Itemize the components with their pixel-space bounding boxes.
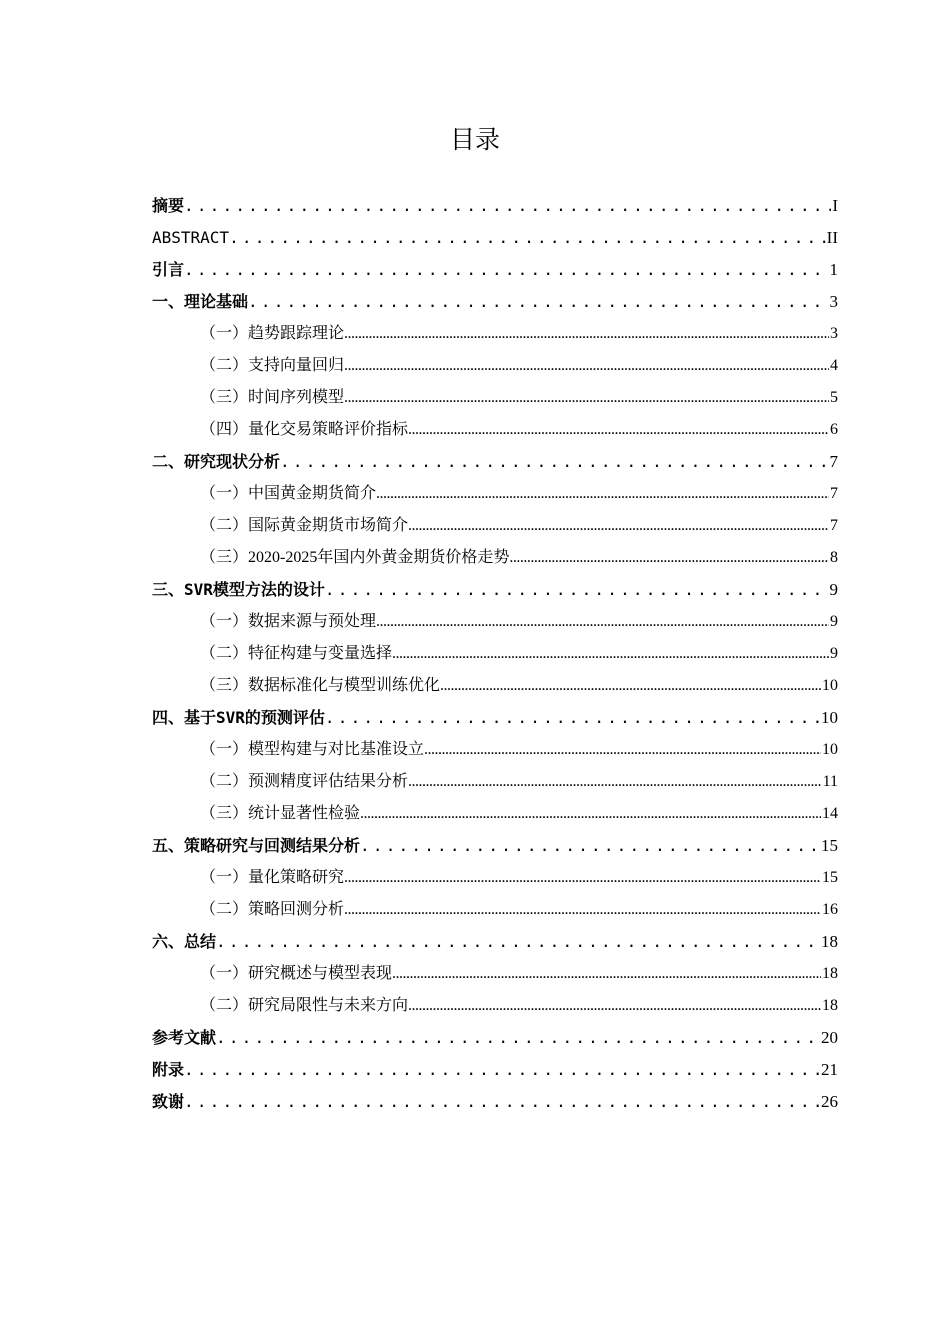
toc-subentry[interactable] — [152, 542, 838, 574]
toc-entry-number: 一、 — [152, 292, 185, 311]
toc-page-number: 18 — [822, 965, 838, 982]
dot-leader — [325, 702, 820, 734]
toc-page-number: 9 — [829, 580, 838, 599]
toc-page-number: 11 — [822, 773, 838, 790]
toc-subentry[interactable] — [152, 862, 838, 894]
toc-page-number: I — [832, 196, 838, 215]
toc-page-number: 9 — [830, 613, 838, 630]
toc-page-number: 7 — [829, 452, 838, 471]
toc-page-number: 26 — [821, 1092, 838, 1111]
toc-entry-number: （二） — [200, 997, 249, 1014]
dot-leader — [440, 670, 821, 702]
toc-entry-number: （三） — [200, 549, 249, 566]
dot-leader — [216, 1022, 820, 1054]
toc-page-number: 5 — [830, 389, 838, 406]
toc-entry-label: 特征构建与变量选择 — [248, 645, 393, 662]
dot-leader — [229, 222, 826, 254]
toc-entry[interactable] — [152, 190, 838, 222]
page-title: 目录 — [449, 125, 500, 154]
toc-entry-label: 总结 — [184, 932, 217, 951]
dot-leader — [344, 894, 821, 926]
toc-page-number: 18 — [821, 932, 838, 951]
toc-entry[interactable] — [152, 222, 838, 254]
toc-entry-number: （一） — [200, 325, 249, 342]
toc-page-number: 10 — [822, 677, 838, 694]
toc-subentry[interactable] — [152, 350, 838, 382]
toc-entry[interactable] — [152, 446, 838, 478]
toc-entry-number: （二） — [200, 773, 249, 790]
toc-entry-label: 策略回测分析 — [248, 901, 345, 918]
dot-leader — [360, 798, 821, 830]
dot-leader — [408, 990, 821, 1022]
toc-entry-label: 参考文献 — [152, 1028, 217, 1047]
toc-entry-number: 四、 — [152, 708, 185, 727]
toc-entry-label: 2020-2025年国内外黄金期货价格走势 — [248, 549, 510, 566]
toc-subentry[interactable] — [152, 990, 838, 1022]
dot-leader — [424, 734, 821, 766]
toc-entry-label: 中国黄金期货简介 — [248, 485, 377, 502]
toc-entry-label: 量化策略研究 — [248, 869, 345, 886]
toc-page-number: II — [826, 228, 838, 247]
dot-leader — [216, 926, 820, 958]
toc-entry[interactable] — [152, 830, 838, 862]
toc-subentry[interactable] — [152, 798, 838, 830]
toc-entry-number: （二） — [200, 901, 249, 918]
toc-entry-label: 策略研究与回测结果分析 — [184, 836, 361, 855]
toc-page-number: 18 — [822, 997, 838, 1014]
toc-entry-label: 时间序列模型 — [248, 389, 345, 406]
toc-entry-number: （一） — [200, 965, 249, 982]
toc-entry-number: （二） — [200, 517, 249, 534]
toc-entry-label: 统计显著性检验 — [248, 805, 361, 822]
toc-entry-label: 研究概述与模型表现 — [248, 965, 393, 982]
toc-page-number: 9 — [830, 645, 838, 662]
toc-entry-number: （三） — [200, 389, 249, 406]
toc-entry-label: 量化交易策略评价指标 — [248, 421, 409, 438]
toc-entry[interactable] — [152, 1086, 838, 1118]
toc-entry[interactable] — [152, 1054, 838, 1086]
dot-leader — [248, 286, 828, 318]
toc-entry-number: （一） — [200, 869, 249, 886]
toc-entry-number: （四） — [200, 421, 249, 438]
dot-leader — [408, 766, 822, 798]
toc-page-number: 7 — [830, 517, 838, 534]
toc-entry-number: （二） — [200, 357, 249, 374]
dot-leader — [376, 478, 829, 510]
table-of-contents — [152, 190, 838, 1118]
toc-entry[interactable] — [152, 1022, 838, 1054]
toc-subentry[interactable] — [152, 510, 838, 542]
dot-leader — [509, 542, 829, 574]
toc-entry-label: 理论基础 — [184, 292, 249, 311]
toc-entry-number: 二、 — [152, 452, 185, 471]
toc-entry-number: 六、 — [152, 932, 185, 951]
toc-entry[interactable] — [152, 574, 838, 606]
dot-leader — [408, 414, 829, 446]
toc-entry-label: 致谢 — [152, 1092, 185, 1111]
dot-leader — [392, 958, 821, 990]
toc-entry-label: 模型构建与对比基准设立 — [248, 741, 425, 758]
toc-entry-label: 国际黄金期货市场简介 — [248, 517, 409, 534]
dot-leader — [184, 1086, 820, 1118]
toc-page-number: 7 — [830, 485, 838, 502]
toc-subentry[interactable] — [152, 958, 838, 990]
toc-subentry[interactable] — [152, 414, 838, 446]
toc-page-number: 6 — [830, 421, 838, 438]
dot-leader — [280, 446, 828, 478]
toc-subentry[interactable] — [152, 382, 838, 414]
toc-entry-number: （三） — [200, 677, 249, 694]
toc-page-number: 15 — [822, 869, 838, 886]
toc-page-number: 20 — [821, 1028, 838, 1047]
toc-subentry[interactable] — [152, 670, 838, 702]
toc-page-number: 8 — [830, 549, 838, 566]
toc-entry-label: ABSTRACT — [152, 228, 230, 247]
toc-entry-number: （一） — [200, 485, 249, 502]
toc-page-number: 14 — [822, 805, 838, 822]
dot-leader — [184, 1054, 820, 1086]
toc-entry-number: （三） — [200, 805, 249, 822]
dot-leader — [392, 638, 829, 670]
toc-entry-label: 研究现状分析 — [184, 452, 281, 471]
toc-page-number: 1 — [829, 260, 838, 279]
toc-page-number: 4 — [830, 357, 838, 374]
dot-leader — [344, 318, 829, 350]
toc-entry-number: 五、 — [152, 836, 185, 855]
toc-entry-label: SVR模型方法的设计 — [184, 580, 325, 599]
dot-leader — [325, 574, 829, 606]
toc-page-number: 21 — [821, 1060, 838, 1079]
toc-entry-label: 研究局限性与未来方向 — [248, 997, 409, 1014]
toc-subentry[interactable] — [152, 894, 838, 926]
dot-leader — [184, 254, 828, 286]
toc-page-number: 3 — [829, 292, 838, 311]
toc-entry-label: 趋势跟踪理论 — [248, 325, 345, 342]
dot-leader — [376, 606, 829, 638]
toc-entry[interactable] — [152, 926, 838, 958]
toc-entry-number: 三、 — [152, 580, 185, 599]
dot-leader — [344, 382, 829, 414]
toc-subentry[interactable] — [152, 478, 838, 510]
toc-page-number: 10 — [821, 708, 838, 727]
toc-page-number: 15 — [821, 836, 838, 855]
toc-page-number: 16 — [822, 901, 838, 918]
toc-entry-label: 预测精度评估结果分析 — [248, 773, 409, 790]
toc-entry-number: （一） — [200, 741, 249, 758]
dot-leader — [408, 510, 829, 542]
toc-subentry[interactable] — [152, 606, 838, 638]
toc-page-number: 10 — [822, 741, 838, 758]
toc-subentry[interactable] — [152, 766, 838, 798]
toc-entry-label: 引言 — [152, 260, 185, 279]
toc-entry[interactable] — [152, 254, 838, 286]
toc-entry-label: 基于SVR的预测评估 — [184, 708, 325, 727]
toc-entry-number: （一） — [200, 613, 249, 630]
toc-entry-label: 数据来源与预处理 — [248, 613, 377, 630]
toc-entry-label: 支持向量回归 — [248, 357, 345, 374]
toc-entry-label: 数据标准化与模型训练优化 — [248, 677, 441, 694]
toc-entry-label: 摘要 — [152, 196, 185, 215]
toc-subentry[interactable] — [152, 318, 838, 350]
dot-leader — [344, 350, 829, 382]
dot-leader — [184, 190, 831, 222]
dot-leader — [360, 830, 820, 862]
toc-entry[interactable] — [152, 702, 838, 734]
dot-leader — [344, 862, 821, 894]
toc-entry-label: 附录 — [152, 1060, 185, 1079]
toc-page-number: 3 — [830, 325, 838, 342]
toc-entry-number: （二） — [200, 645, 249, 662]
toc-subentry[interactable] — [152, 638, 838, 670]
toc-entry[interactable] — [152, 286, 838, 318]
toc-subentry[interactable] — [152, 734, 838, 766]
